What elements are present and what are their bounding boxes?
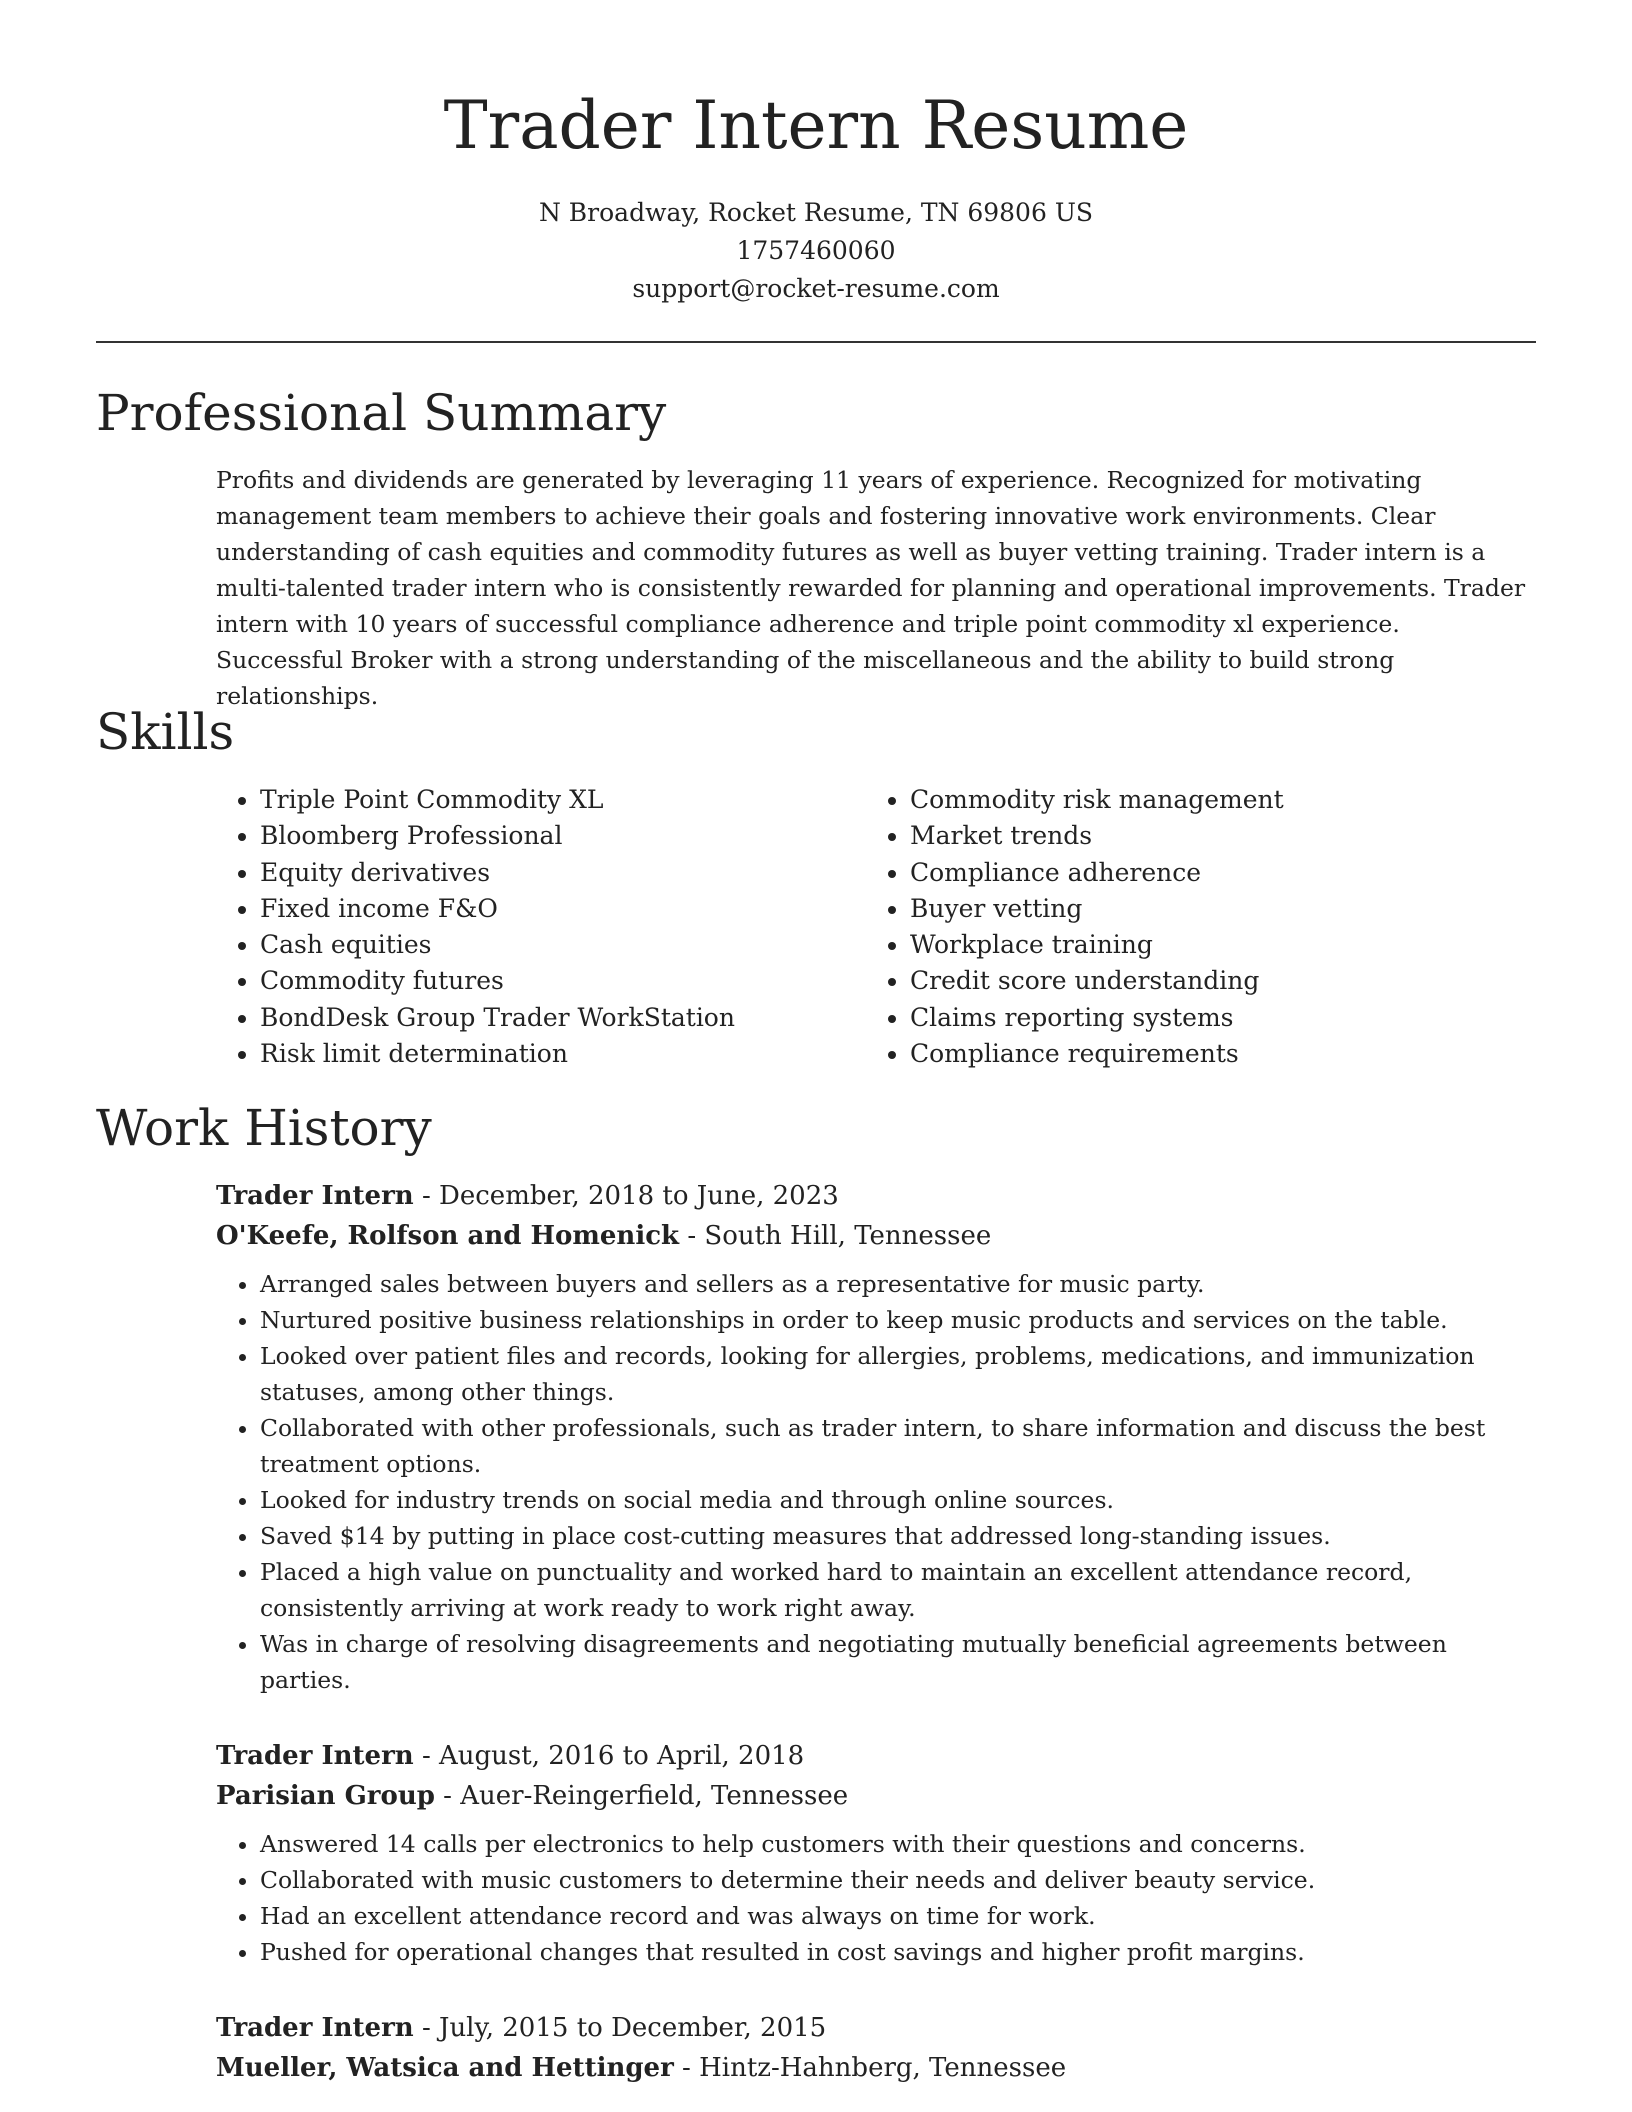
contact-address: N Broadway, Rocket Resume, TN 69806 US [538,198,1094,227]
list-item: • Credit score understanding [910,963,1530,999]
list-item: • BondDesk Group Trader WorkStation [260,1000,860,1036]
list-item: • Pushed for operational changes that resulted in cost savings and higher profit margins. [260,1934,1532,1970]
list-item: • Claims reporting systems [910,1000,1530,1036]
job-location: - Auer-Reingerfield, Tennessee [434,1781,849,1811]
list-item: • Compliance requirements [910,1036,1530,1072]
summary-text: Profits and dividends are generated by leveraging 11 years of experience. Recognized for motivating management team members to achieve their goals and fostering innovative work environments. Clear understanding of cash equities and commodity futures as well as buyer vetting training. Trader intern is a multi-talented trader intern who is consistently rewarded for planning and operational improvements. Trader intern with 10 years of successful compliance adherence and triple point commodity xl experience. Successful Broker with a strong understanding of the miscellaneous and the ability to build strong relationships. [216,466,1526,710]
job-title-line [216,2008,1532,2048]
job-company-line [216,2048,1532,2088]
resume-title: Trader Intern Resume [443,87,1189,164]
job-title-line [216,1176,1532,1216]
list-item: • Looked over patient files and records, looking for allergies, problems, medications, and immunization statuses, among other things. [260,1338,1532,1410]
contact-phone: 1757460060 [736,236,896,265]
list-item: • Collaborated with other professionals, such as trader intern, to share information and discuss the best treatment options. [260,1410,1532,1482]
job-entry [216,1736,1532,1970]
header-divider [96,341,1536,343]
job-title-line [216,1736,1532,1776]
job-company-line [216,1216,1532,1256]
job-title: Trader Intern [216,1741,414,1771]
job-company-line [216,1776,1532,1816]
list-item: • Market trends [910,818,1530,854]
list-item: • Compliance adherence [910,855,1530,891]
list-item: • Saved $14 by putting in place cost-cutting measures that addressed long-standing issues. [260,1518,1532,1554]
list-item: • Fixed income F&O [260,891,860,927]
list-item: • Bloomberg Professional [260,818,860,854]
list-item: • Workplace training [910,927,1530,963]
job-location: - Hintz-Hahnberg, Tennessee [673,2053,1067,2083]
job-bullets [216,1266,1532,1698]
list-item: • Answered 14 calls per electronics to help customers with their questions and concerns. [260,1826,1532,1862]
job-location: - South Hill, Tennessee [679,1221,992,1251]
skills-list-right [866,782,1530,1072]
list-item: • Cash equities [260,927,860,963]
job-entry [216,1176,1532,1698]
skills-heading: Skills [96,703,235,761]
job-title: Trader Intern [216,2013,414,2043]
list-item: • Placed a high value on punctuality and worked hard to maintain an excellent attendance record, consistently arriving at work ready to work right away. [260,1554,1532,1626]
summary-heading: Professional Summary [96,384,667,442]
job-title: Trader Intern [216,1181,414,1211]
list-item: • Buyer vetting [910,891,1530,927]
job-company: Parisian Group [216,1781,435,1811]
list-item: • Looked for industry trends on social media and through online sources. [260,1482,1532,1518]
contact-block [0,194,1632,308]
job-entry [216,2008,1532,2098]
list-item: • Arranged sales between buyers and sellers as a representative for music party. [260,1266,1532,1302]
job-company: O'Keefe, Rolfson and Homenick [216,1221,680,1251]
resume-header [0,0,1632,308]
list-item: • Commodity risk management [910,782,1530,818]
job-company: Mueller, Watsica and Hettinger [216,2053,674,2083]
list-item: • Equity derivatives [260,855,860,891]
list-item: • Nurtured positive business relationships in order to keep music products and services on the table. [260,1302,1532,1338]
contact-email: support@rocket-resume.com [632,274,1000,303]
job-bullets [216,1826,1532,1970]
list-item: • Triple Point Commodity XL [260,782,860,818]
job-dates: - July, 2015 to December, 2015 [413,2013,827,2043]
skills-list-left [216,782,860,1072]
job-dates: - December, 2018 to June, 2023 [413,1181,839,1211]
list-item: • Commodity futures [260,963,860,999]
job-dates: - August, 2016 to April, 2018 [413,1741,805,1771]
list-item: • Had an excellent attendance record and was always on time for work. [260,1898,1532,1934]
list-item: • Was in charge of resolving disagreements and negotiating mutually beneficial agreements between parties. [260,1626,1532,1698]
list-item: • Collaborated with music customers to determine their needs and deliver beauty service. [260,1862,1532,1898]
work-history-heading: Work History [96,1099,432,1157]
list-item: • Risk limit determination [260,1036,860,1072]
